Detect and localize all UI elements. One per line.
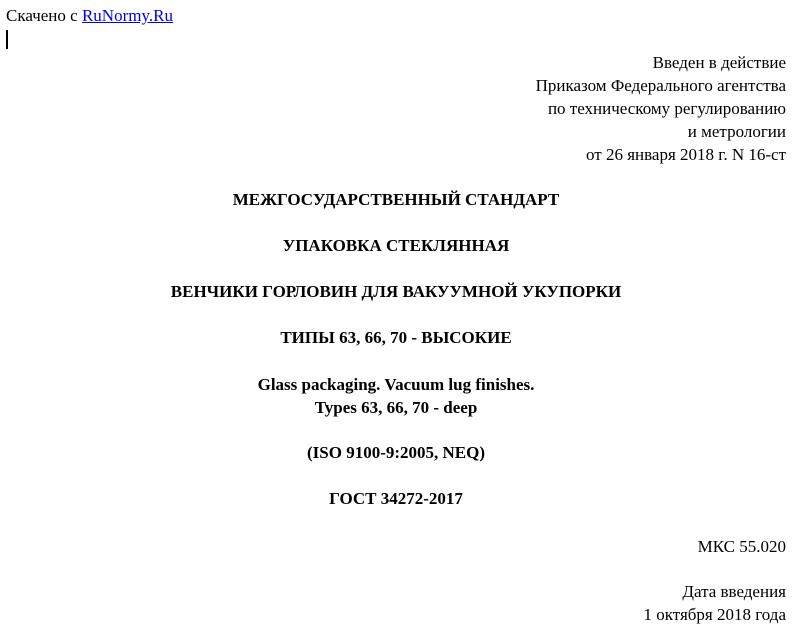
mks-value: МКС 55.020 [697,537,786,556]
iso-reference: (ISO 9100-9:2005, NEQ) [306,443,486,462]
effective-date-block [643,580,786,626]
introduced-line: Введен в действие [652,53,786,72]
mks-code [698,535,786,558]
source-prefix: Скачено с [6,6,78,25]
introduced-line: от 26 января 2018 г. N 16-ст [585,145,786,164]
english-title-line-2: Types 63, 66, 70 - deep [314,398,478,417]
effective-date-label: Дата введения [682,582,786,601]
text-cursor [6,30,8,49]
english-title-line-1: Glass packaging. Vacuum lug finishes. [257,375,535,394]
gost-number: ГОСТ 34272-2017 [329,489,463,508]
introduced-line: по техническому регулированию [547,99,786,118]
title-line-1: УПАКОВКА СТЕКЛЯННАЯ [282,236,510,255]
introduced-block [536,51,786,166]
standard-type-heading: МЕЖГОСУДАРСТВЕННЫЙ СТАНДАРТ [232,190,560,209]
title-line-2: ВЕНЧИКИ ГОРЛОВИН ДЛЯ ВАКУУМНОЙ УКУПОРКИ [170,282,622,301]
title-line-3: ТИПЫ 63, 66, 70 - ВЫСОКИЕ [280,328,512,347]
introduced-line: и метрологии [687,122,786,141]
source-line [6,6,173,26]
runormy-link[interactable]: RuNormy.Ru [81,6,173,25]
introduced-line: Приказом Федерального агентства [535,76,786,95]
effective-date-value: 1 октября 2018 года [643,605,786,624]
